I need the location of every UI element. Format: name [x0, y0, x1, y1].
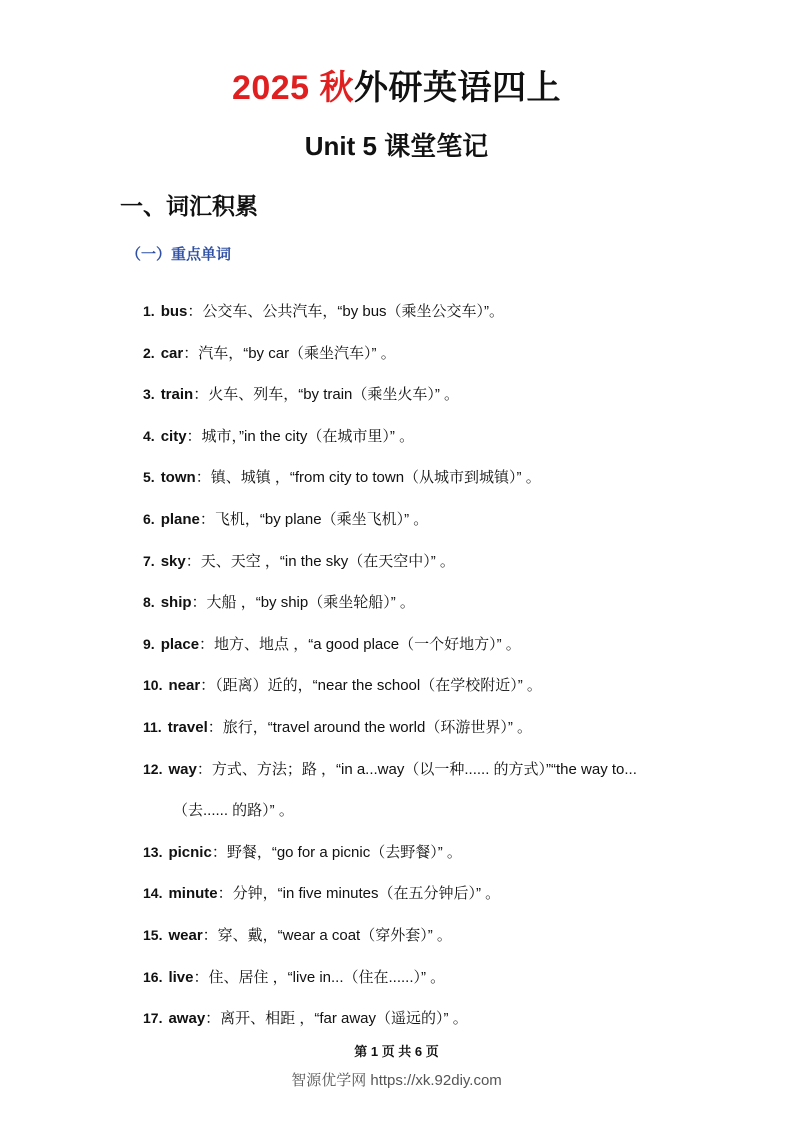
vocab-item: [143, 541, 703, 583]
vocab-item-word: picnic: [168, 843, 212, 861]
vocab-item-definition: ：旅行，“travel around the world（环游世界）” 。: [207, 718, 532, 736]
vocab-item-number: 8.: [143, 594, 155, 611]
vocab-item: [143, 665, 703, 707]
vocab-item-number: 6.: [143, 510, 155, 527]
vocab-item: [143, 873, 703, 915]
vocab-item-definition: ：大船 ，“by ship（乘坐轮船）” 。: [191, 594, 415, 612]
vocab-item-number: 3.: [143, 386, 155, 403]
vocab-item-definition: ：穿、戴，“wear a coat（穿外套）” 。: [202, 926, 452, 944]
vocab-item-number: 17.: [143, 1010, 163, 1027]
vocab-item-word: sky: [160, 552, 186, 570]
vocab-item-word: city: [160, 427, 187, 445]
vocab-item: [143, 915, 703, 957]
vocab-list: [143, 291, 703, 1040]
vocab-item-number: 11.: [143, 718, 162, 735]
section-heading: 一、词汇积累: [120, 193, 258, 219]
page-subtitle: Unit 5 课堂笔记: [304, 131, 489, 161]
vocab-item-definition: ：城市，”in the city（在城市里）” 。: [186, 427, 415, 445]
vocab-item-definition: ：火车、列车，“by train（乘坐火车）” 。: [193, 386, 460, 404]
vocab-item-word: ship: [160, 594, 192, 612]
vocab-item-definition: ：住、居住 ，“live in...（住在......）” 。: [193, 968, 446, 986]
vocab-item: [143, 374, 703, 416]
vocab-item-number: 2.: [143, 344, 155, 361]
vocab-item-word: plane: [160, 510, 200, 528]
vocab-item-definition: ：分钟，“in five minutes（在五分钟后）” 。: [217, 885, 501, 903]
vocab-item-definition: ：地方、地点 ，“a good place（一个好地方）” 。: [199, 635, 521, 653]
vocab-item-number: 13.: [143, 843, 163, 860]
vocab-item-number: 16.: [143, 968, 163, 985]
title-year: 2025: [231, 69, 310, 107]
vocab-item: [143, 957, 703, 999]
vocab-item: [143, 998, 703, 1040]
vocab-item-definition: ：汽车，“by car（乘坐汽车）” 。: [183, 344, 396, 362]
vocab-item: [143, 832, 703, 874]
vocab-item-number: 10.: [143, 677, 163, 694]
vocab-item-definition: ：野餐，“go for a picnic（去野餐）” 。: [211, 843, 462, 861]
vocab-item: [143, 624, 703, 666]
vocab-item: [143, 749, 703, 832]
vocab-item-continuation: （去...... 的路）” 。: [173, 802, 294, 820]
vocab-item-definition: ：镇、城镇 ，“from city to town（从城市到城镇）” 。: [195, 469, 541, 487]
vocab-item-number: 9.: [143, 635, 155, 652]
vocab-item-number: 4.: [143, 427, 155, 444]
vocab-item-definition: ：公交车、公共汽车，“by bus（乘坐公交车）”。: [187, 303, 505, 320]
vocab-item: [143, 333, 703, 375]
title-season: 秋: [319, 69, 355, 107]
subsection-heading: （一）重点单词: [126, 246, 232, 263]
site-watermark: 智源优学网 https://xk.92diy.com: [291, 1072, 502, 1089]
vocab-item-number: 1.: [143, 303, 155, 319]
vocab-item-word: way: [168, 760, 197, 778]
title-rest: 外研英语四上: [354, 69, 562, 107]
vocab-item-number: 7.: [143, 552, 155, 569]
vocab-item-word: travel: [167, 718, 208, 736]
vocab-item-number: 12.: [143, 760, 163, 777]
vocab-item-word: car: [160, 344, 184, 362]
vocab-item-word: minute: [168, 885, 218, 903]
vocab-item-number: 14.: [143, 885, 163, 902]
vocab-item-number: 15.: [143, 926, 163, 943]
vocab-item-definition: ：飞机，“by plane（乘坐飞机）” 。: [199, 510, 429, 528]
vocab-item-word: live: [168, 968, 194, 986]
vocab-item-word: away: [168, 1010, 206, 1028]
vocab-item-number: 5.: [143, 469, 155, 486]
vocab-item-word: bus: [160, 303, 188, 320]
vocab-item-definition: ：天、天空 ，“in the sky（在天空中）” 。: [185, 552, 455, 570]
vocab-item-word: near: [168, 677, 201, 695]
vocab-item: [143, 582, 703, 624]
vocab-item-definition: ：方式、方法；路 ，“in a...way（以一种...... 的方式）”“the way to...: [196, 760, 637, 778]
page-number: 第 1 页 共 6 页: [354, 1044, 439, 1059]
vocab-item-word: train: [160, 386, 194, 404]
vocab-item: [143, 457, 703, 499]
vocab-item: [143, 707, 703, 749]
vocab-item-definition: ：（距离）近的，“near the school（在学校附近）” 。: [200, 677, 542, 695]
vocab-item: [143, 291, 703, 333]
vocab-item-definition: ：离开、相距 ，“far away（遥远的）” 。: [205, 1010, 468, 1028]
vocab-item-word: wear: [168, 926, 203, 944]
vocab-item-word: place: [160, 635, 200, 653]
vocab-item: [143, 416, 703, 458]
vocab-item-word: town: [160, 469, 196, 487]
page-title: [0, 60, 793, 109]
vocab-item: [143, 499, 703, 541]
